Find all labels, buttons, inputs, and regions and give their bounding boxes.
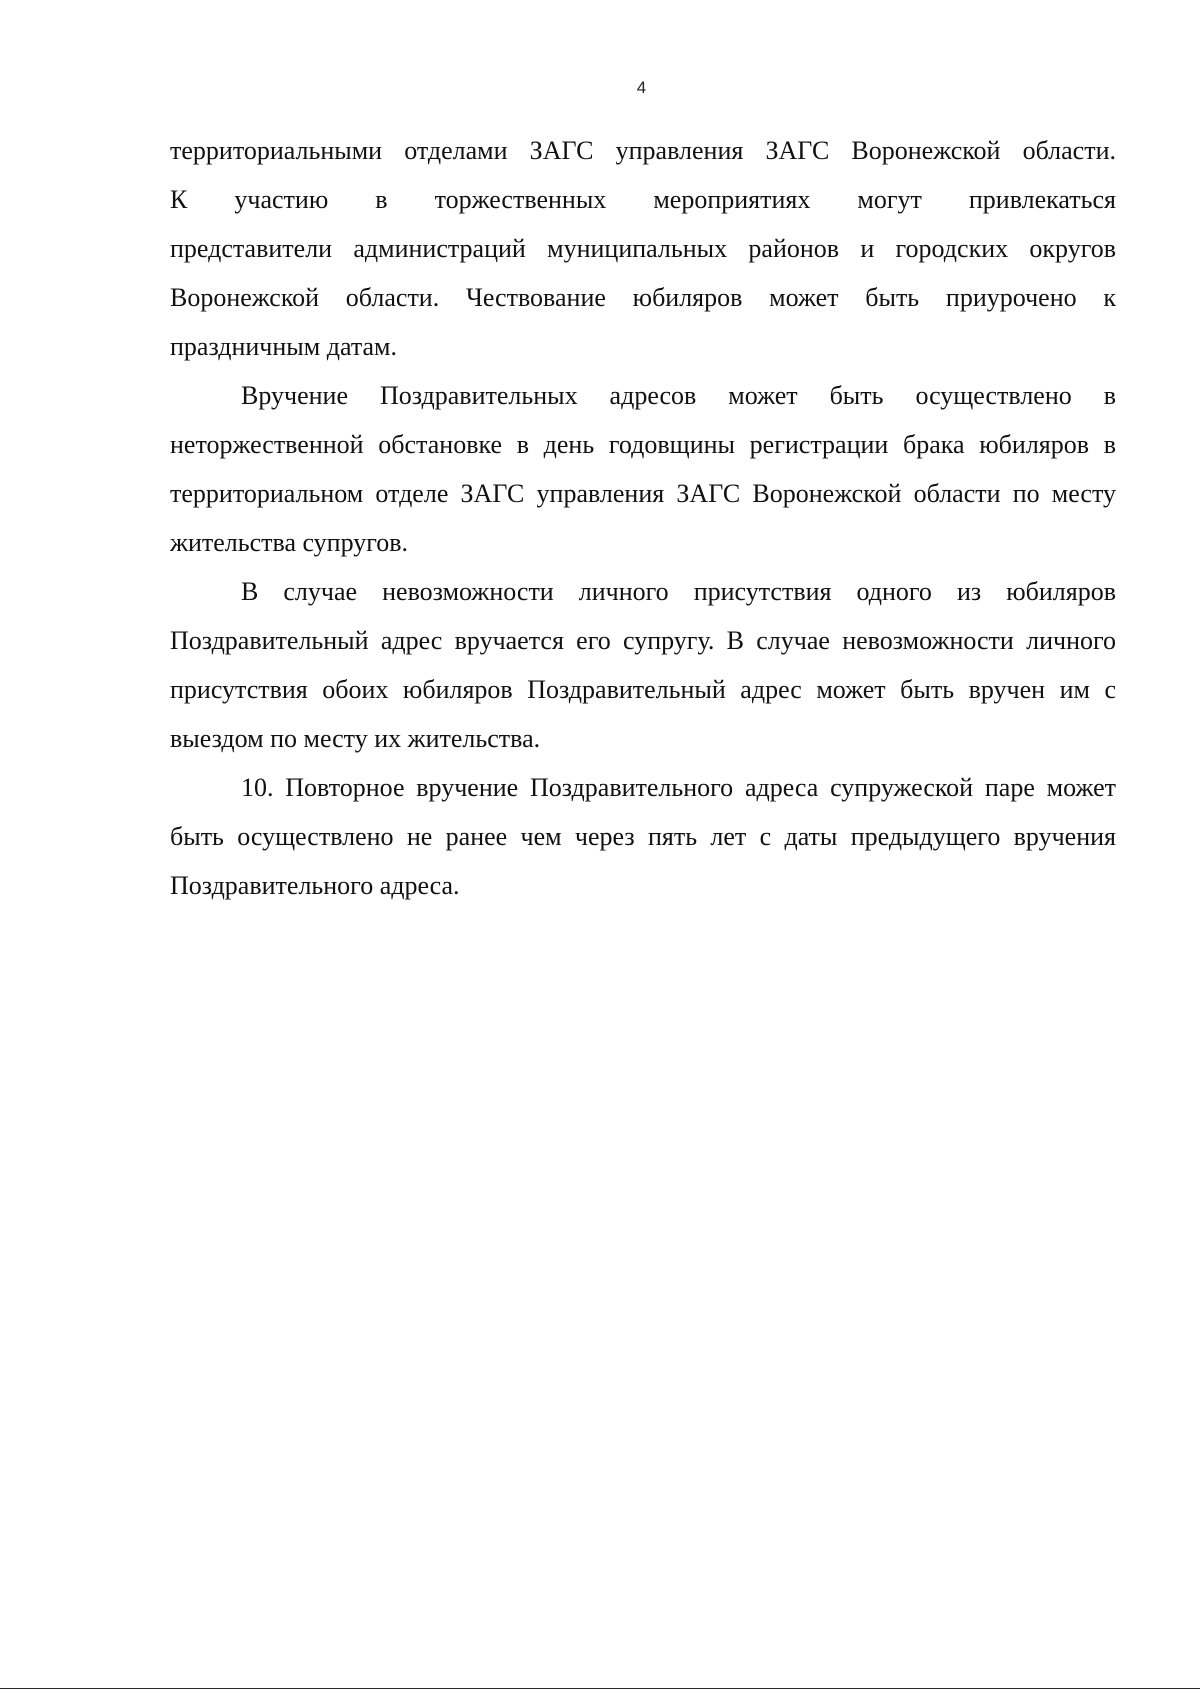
paragraph-1	[170, 126, 1116, 371]
paragraph-3: В случае невозможности личного присутствия одного из юбиляров Поздравительный адрес вручается его супругу. В случае невозможности личного присутствия обоих юбиляров Поздравительный адрес может быть вручен им с выездом по месту их жительства.	[170, 577, 1116, 753]
paragraph-4-repeat-award: 10. Повторное вручение Поздравительного адреса супружеской паре может быть осуществлено не ранее чем через пять лет с даты предыдущего вручения Поздравительного адреса.	[170, 773, 1116, 900]
page-number: 4	[636, 78, 647, 97]
paragraph-1-rest: представители администраций муниципальных районов и городских округов Воронежской области. Чествование юбиляров может быть приурочено к праздничным датам.	[170, 234, 1116, 361]
bottom-scan-edge-line	[0, 1688, 1200, 1689]
paragraph-2: Вручение Поздравительных адресов может быть осуществлено в неторжественной обстановке в день годовщины регистрации брака юбиляров в территориальном отделе ЗАГС управления ЗАГС Воронежской области по месту жительства супругов.	[170, 381, 1116, 557]
document-body	[170, 126, 1116, 910]
paragraph-1-line-1: территориальными отделами ЗАГС управления ЗАГС Воронежской области.	[170, 136, 1116, 165]
paragraph-1-line-2: К участию в торжественных мероприятиях могут привлекаться	[170, 185, 1116, 214]
